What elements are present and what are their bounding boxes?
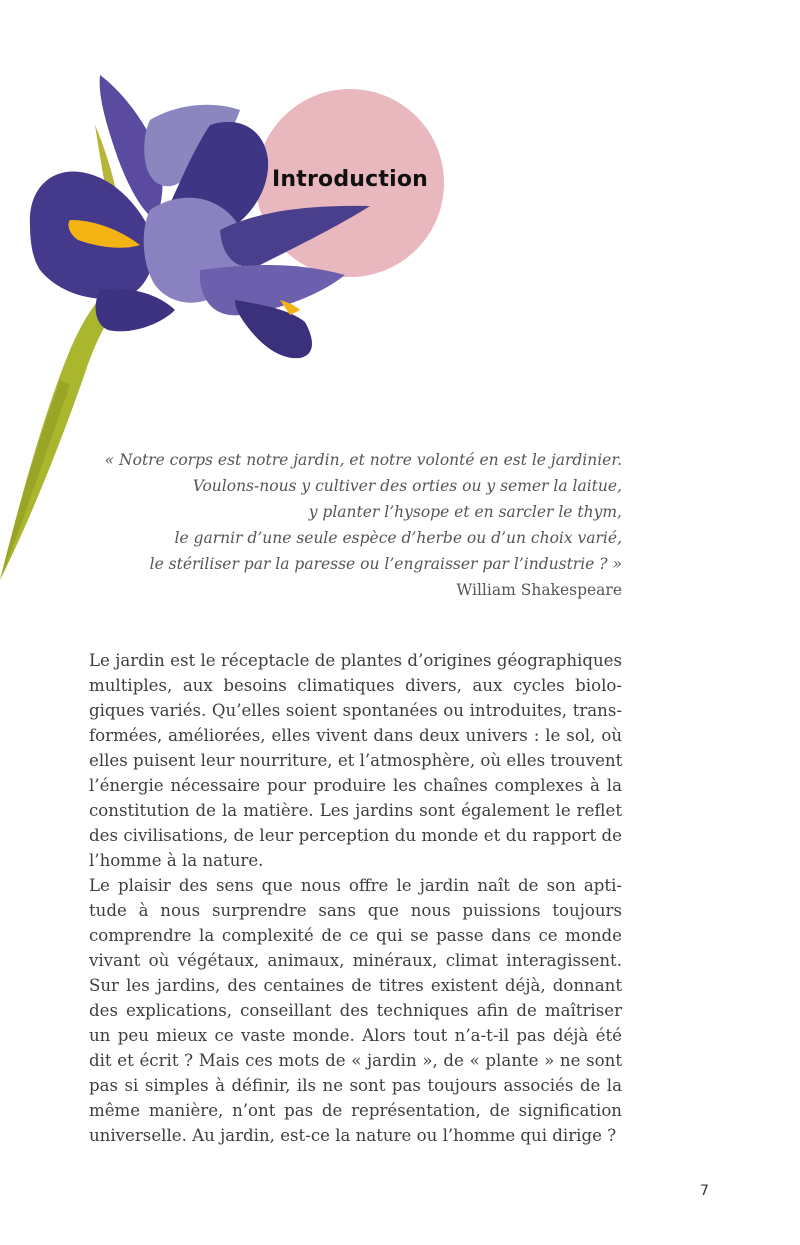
text-line: giques variés. Qu’elles soient spontanées ou introduites, trans- xyxy=(89,701,622,720)
text-line: même manière, n’ont pas de représentation, de signification xyxy=(89,1101,622,1120)
text-line: comprendre la complexité de ce qui se passe dans ce monde xyxy=(89,926,622,945)
text-line: l’énergie nécessaire pour produire les chaînes complexes à la xyxy=(89,776,622,795)
epigraph xyxy=(62,447,622,603)
page-number: 7 xyxy=(700,1183,709,1199)
text-line: constitution de la matière. Les jardins sont également le reflet xyxy=(89,801,622,820)
text-line: elles puisent leur nourriture, et l’atmosphère, où elles trouvent xyxy=(89,751,623,770)
text-line: Le plaisir des sens que nous offre le jardin naît de son apti- xyxy=(89,876,622,895)
epigraph-line: y planter l’hysope et en sarcler le thym, xyxy=(308,503,622,521)
text-line: des explications, conseillant des techniques afin de maîtriser xyxy=(89,1001,622,1020)
paragraph xyxy=(89,648,622,873)
epigraph-line: « Notre corps est notre jardin, et notre volonté en est le jardinier. xyxy=(104,451,622,469)
body-text xyxy=(89,648,622,1148)
epigraph-author: William Shakespeare xyxy=(456,581,622,599)
text-line: Sur les jardins, des centaines de titres existent déjà, donnant xyxy=(89,976,622,995)
chapter-title: Introduction xyxy=(272,167,429,192)
text-line: universelle. Au jardin, est-ce la nature ou l’homme qui dirige ? xyxy=(89,1126,617,1145)
text-line: tude à nous surprendre sans que nous puissions toujours xyxy=(89,901,622,920)
epigraph-line: Voulons-nous y cultiver des orties ou y semer la laitue, xyxy=(192,477,622,495)
text-line: l’homme à la nature. xyxy=(89,851,264,870)
paragraph xyxy=(89,873,622,1148)
text-line: un peu mieux ce vaste monde. Alors tout n’a-t-il pas déjà été xyxy=(89,1026,622,1045)
text-line: pas si simples à définir, ils ne sont pas toujours associés de la xyxy=(89,1076,622,1095)
epigraph-line: le stériliser par la paresse ou l’engraisser par l’industrie ? » xyxy=(149,555,622,573)
text-line: formées, améliorées, elles vivent dans deux univers : le sol, où xyxy=(89,726,622,745)
text-line: Le jardin est le réceptacle de plantes d’origines géographiques xyxy=(89,651,622,670)
text-line: des civilisations, de leur perception du monde et du rapport de xyxy=(89,826,622,845)
epigraph-line: le garnir d’une seule espèce d’herbe ou d’un choix varié, xyxy=(174,529,622,547)
text-line: multiples, aux besoins climatiques divers, aux cycles biolo- xyxy=(89,676,622,695)
text-line: dit et écrit ? Mais ces mots de « jardin », de « plante » ne sont xyxy=(89,1051,622,1070)
text-line: vivant où végétaux, animaux, minéraux, climat interagissent. xyxy=(89,951,622,970)
